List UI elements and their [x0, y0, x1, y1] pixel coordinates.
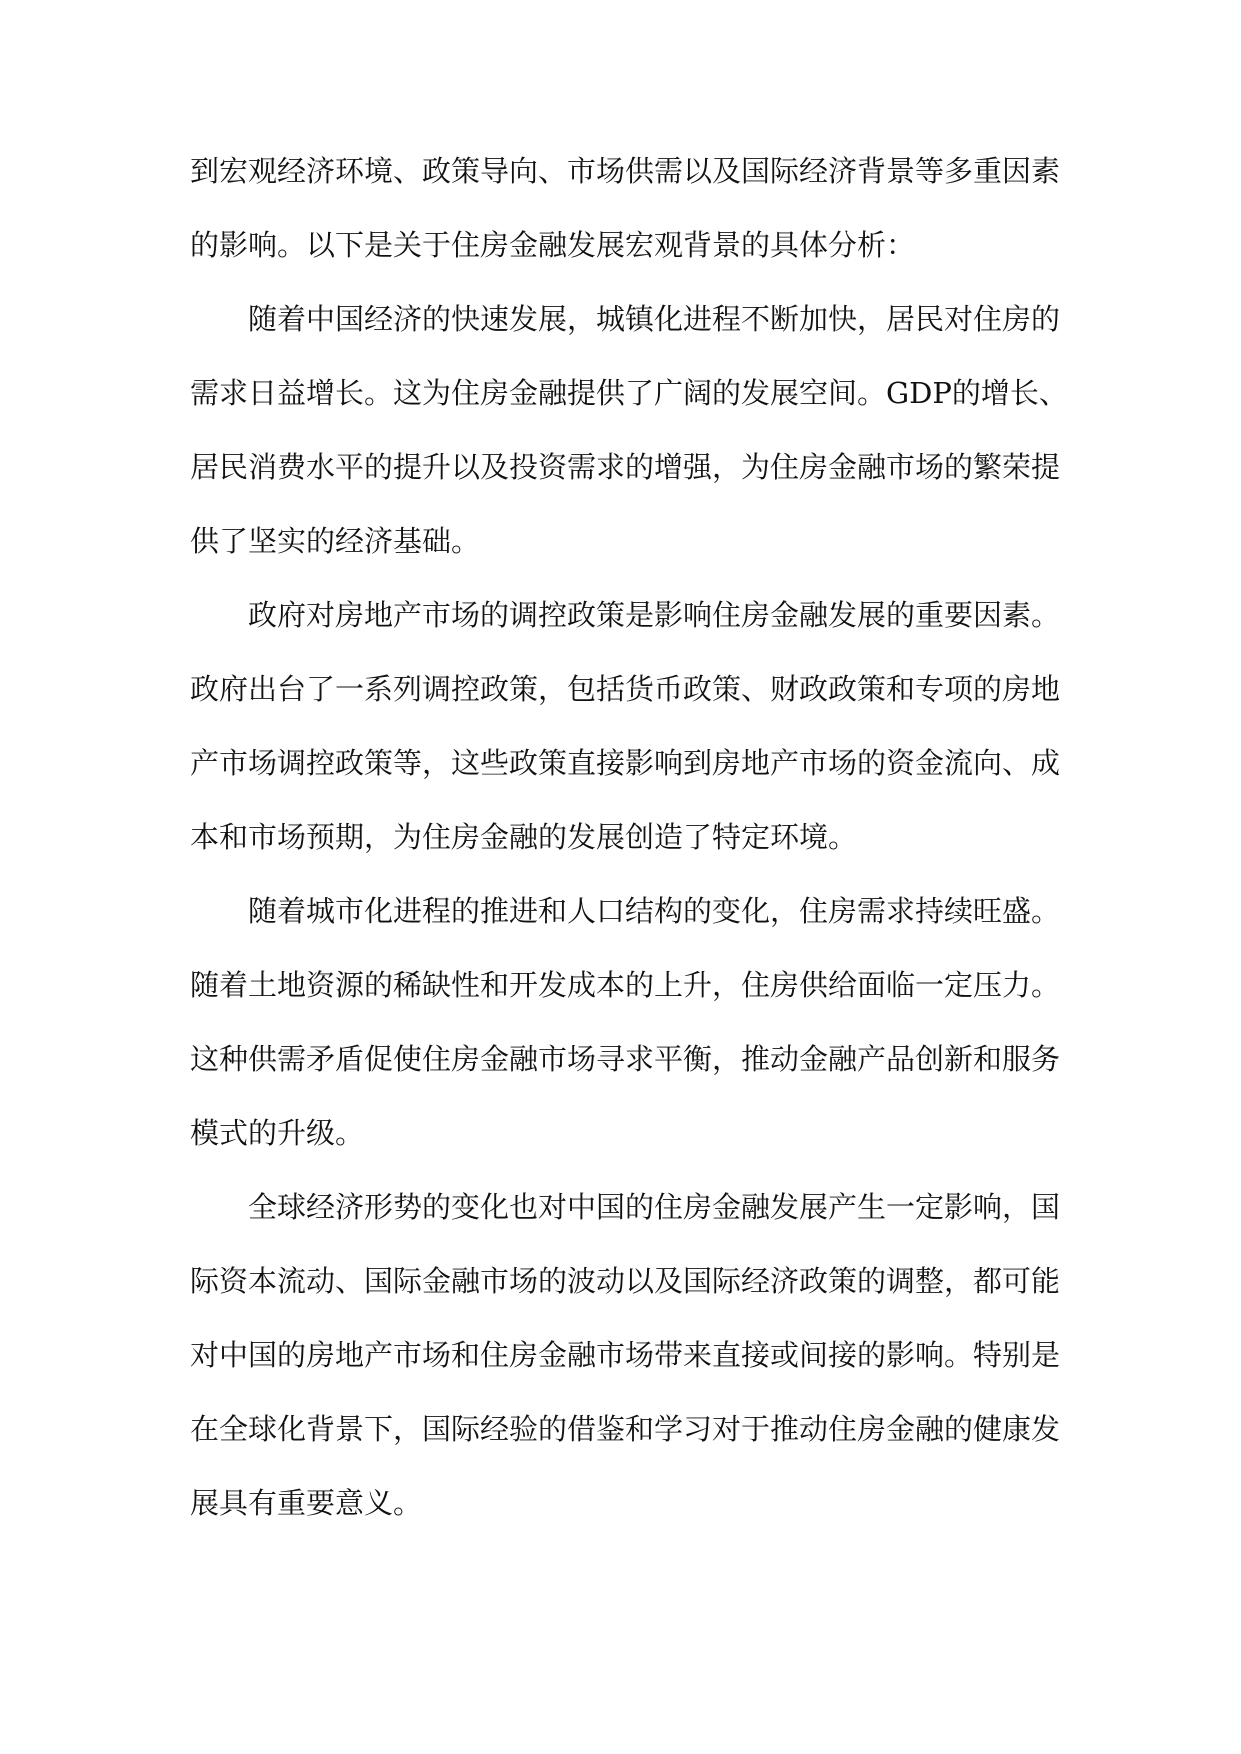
text-line: 政府对房地产市场的调控政策是影响住房金融发展的重要因素。 — [248, 598, 1061, 632]
text-line: 到宏观经济环境、政策导向、市场供需以及国际经济背景等多重因素 — [190, 154, 1061, 188]
text-line: 际资本流动、国际金融市场的波动以及国际经济政策的调整，都可能 — [190, 1264, 1061, 1298]
text-line: 展具有重要意义。 — [190, 1486, 423, 1520]
text-line: 随着中国经济的快速发展，城镇化进程不断加快，居民对住房的 — [248, 302, 1061, 336]
text-line: 本和市场预期，为住房金融的发展创造了特定环境。 — [190, 820, 858, 854]
text-line: 全球经济形势的变化也对中国的住房金融发展产生一定影响，国 — [248, 1190, 1061, 1224]
text-line: 需求日益增长。这为住房金融提供了广阔的发展空间。GDP的增长、 — [190, 376, 1068, 410]
text-line: 随着城市化进程的推进和人口结构的变化，住房需求持续旺盛。 — [248, 894, 1061, 928]
text-line: 随着土地资源的稀缺性和开发成本的上升，住房供给面临一定压力。 — [190, 968, 1061, 1002]
text-line: 政府出台了一系列调控政策，包括货币政策、财政政策和专项的房地 — [190, 672, 1061, 706]
text-line: 居民消费水平的提升以及投资需求的增强，为住房金融市场的繁荣提 — [190, 450, 1061, 484]
text-line: 对中国的房地产市场和住房金融市场带来直接或间接的影响。特别是 — [190, 1338, 1061, 1372]
text-line: 供了坚实的经济基础。 — [190, 524, 481, 558]
text-line: 模式的升级。 — [190, 1116, 365, 1150]
text-line: 在全球化背景下，国际经验的借鉴和学习对于推动住房金融的健康发 — [190, 1412, 1061, 1446]
text-line: 产市场调控政策等，这些政策直接影响到房地产市场的资金流向、成 — [190, 746, 1061, 780]
text-line: 这种供需矛盾促使住房金融市场寻求平衡，推动金融产品创新和服务 — [190, 1042, 1061, 1076]
body-text — [190, 134, 1068, 1540]
text-line: 的影响。以下是关于住房金融发展宏观背景的具体分析： — [190, 228, 916, 262]
